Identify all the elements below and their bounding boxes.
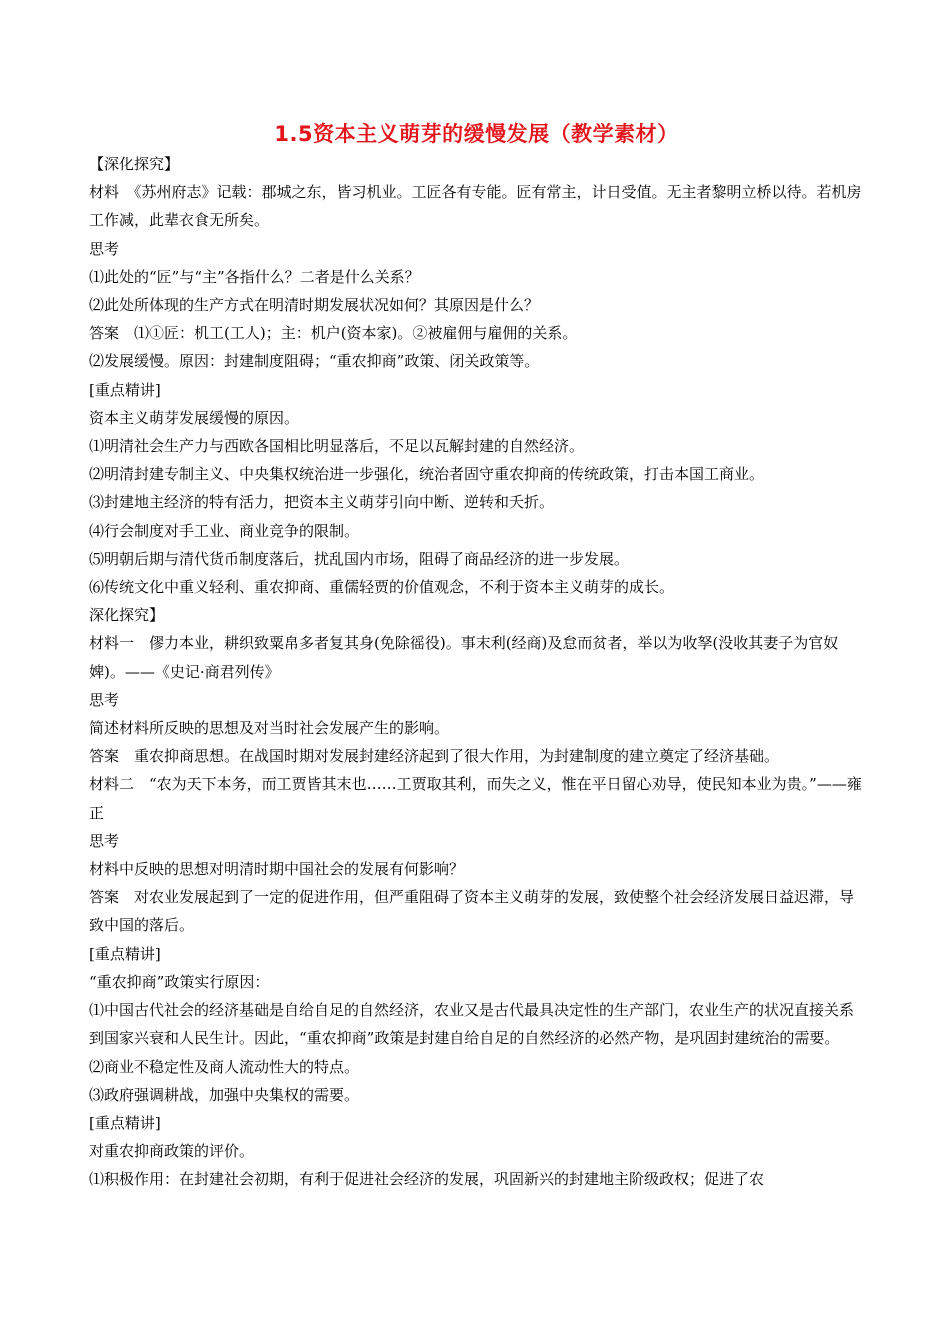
think-label: 思考 <box>89 831 120 850</box>
document-page <box>89 118 864 1194</box>
material-text: 材料一 僇力本业，耕织致粟帛多者复其身(免除徭役)。事末利(经商)及怠而贫者，举以为收孥(没收其妻子为官奴婢)。——《史记·商君列传》 <box>89 634 839 681</box>
list-item: ⑷行会制度对手工业、商业竞争的限制。 <box>89 521 360 540</box>
body-text: “重农抑商”政策实行原因： <box>89 972 270 991</box>
list-item: ⑹传统文化中重义轻利、重农抑商、重儒轻贾的价值观念，不利于资本主义萌芽的成长。 <box>89 578 675 597</box>
list-item: ⑴中国古代社会的经济基础是自给自足的自然经济，农业又是古代最具决定性的生产部门，农业生产的状况直接关系到国家兴衰和人民生计。因此，“重农抑商”政策是封建自给自足的自然经济的必然产物，是巩固封建统治的需要。 <box>89 1001 855 1048</box>
question-text: ⑵此处所体现的生产方式在明清时期发展状况如何？其原因是什么？ <box>89 296 540 315</box>
section-heading: 【深化探究】 <box>89 155 180 173</box>
body-text: 对重农抑商政策的评价。 <box>89 1142 255 1161</box>
question-text: ⑴此处的“匠”与“主”各指什么？二者是什么关系？ <box>89 267 420 286</box>
section-heading: [重点精讲] <box>89 1113 161 1132</box>
list-item: ⑶政府强调耕战，加强中央集权的需要。 <box>89 1085 360 1104</box>
question-text: 材料中反映的思想对明清时期中国社会的发展有何影响？ <box>89 860 465 879</box>
list-item: ⑸明朝后期与清代货币制度落后，扰乱国内市场，阻碍了商品经济的进一步发展。 <box>89 549 630 568</box>
list-item: ⑵商业不稳定性及商人流动性大的特点。 <box>89 1057 360 1076</box>
section-heading: [重点精讲] <box>89 944 161 963</box>
body-text: 资本主义萌芽发展缓慢的原因。 <box>89 408 300 427</box>
answer-text: 答案 重农抑商思想。在战国时期对发展封建经济起到了很大作用，为封建制度的建立奠定了经济基础。 <box>89 747 780 766</box>
material-text: 材料 《苏州府志》记载：郡城之东，皆习机业。工匠各有专能。匠有常主，计日受值。无主者黎明立桥以待。若机房工作减，此辈衣食无所矣。 <box>89 183 862 230</box>
material-text: 材料二 “农为天下本务，而工贾皆其末也……工贾取其利，而失之义，惟在平日留心劝导，使民知本业为贵。”——雍正 <box>89 775 862 822</box>
list-item: ⑴明清社会生产力与西欧各国相比明显落后，不足以瓦解封建的自然经济。 <box>89 437 585 456</box>
document-title: 1.5资本主义萌芽的缓慢发展（教学素材） <box>274 122 679 146</box>
answer-text: 答案 对农业发展起到了一定的促进作用，但严重阻碍了资本主义萌芽的发展，致使整个社会经济发展日益迟滞，导致中国的落后。 <box>89 888 855 935</box>
answer-text: 答案 ⑴①匠：机工(工人)；主：机户(资本家)。②被雇佣与雇佣的关系。 <box>89 324 578 343</box>
list-item: ⑶封建地主经济的特有活力，把资本主义萌芽引向中断、逆转和夭折。 <box>89 493 555 512</box>
question-text: 简述材料所反映的思想及对当时社会发展产生的影响。 <box>89 719 450 738</box>
section-heading: [重点精讲] <box>89 380 161 399</box>
answer-text: ⑵发展缓慢。原因：封建制度阻碍；“重农抑商”政策、闭关政策等。 <box>89 352 540 371</box>
think-label: 思考 <box>89 690 120 709</box>
list-item: ⑵明清封建专制主义、中央集权统治进一步强化，统治者固守重农抑商的传统政策，打击本国工商业。 <box>89 465 765 484</box>
list-item: ⑴积极作用：在封建社会初期，有利于促进社会经济的发展，巩固新兴的封建地主阶级政权；促进了农 <box>89 1170 765 1189</box>
think-label: 思考 <box>89 239 120 258</box>
section-heading: 深化探究】 <box>89 606 165 625</box>
